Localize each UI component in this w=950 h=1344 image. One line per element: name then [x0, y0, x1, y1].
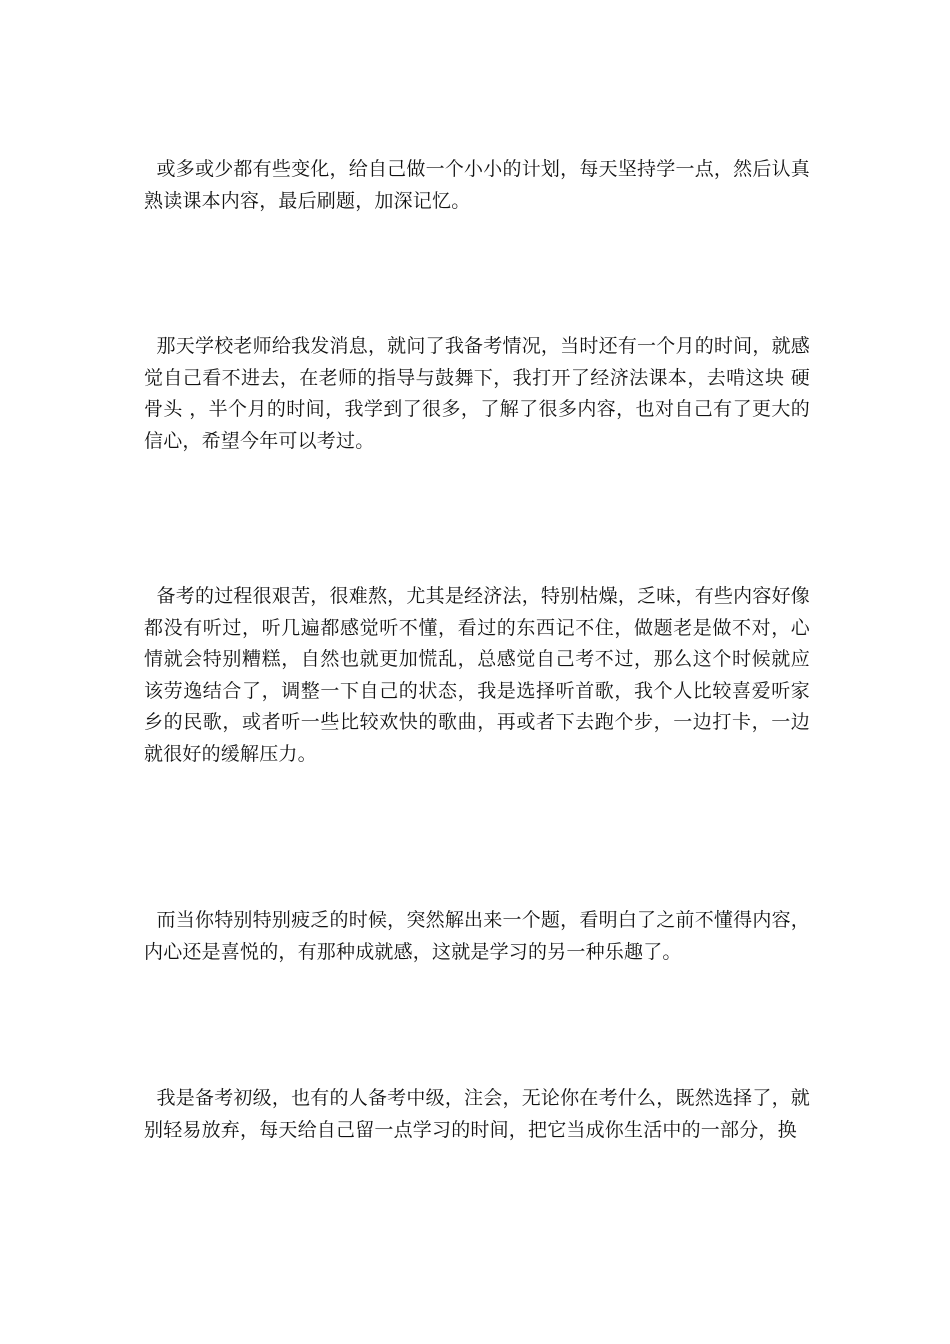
paragraph-4: 而当你特别特别疲乏的时候，突然解出来一个题，看明白了之前不懂得内容，内心还是喜悦的，有那种成就感，这就是学习的另一种乐趣了。	[144, 909, 810, 963]
paragraph-1: 或多或少都有些变化，给自己做一个小小的计划，每天坚持学一点，然后认真熟读课本内容，最后刷题，加深记忆。	[144, 158, 810, 212]
paragraph-5: 我是备考初级，也有的人备考中级，注会，无论你在考什么，既然选择了，就别轻易放弃，每天给自己留一点学习的时间，把它当成你生活中的一部分，换	[144, 1087, 810, 1141]
paragraph-3: 备考的过程很艰苦，很难熬，尤其是经济法，特别枯燥，乏味，有些内容好像都没有听过，听几遍都感觉听不懂，看过的东西记不住，做题老是做不对，心情就会特别糟糕，自然也就更加慌乱，总感觉自己考不过，那么这个时候就应该劳逸结合了，调整一下自己的状态，我是选择听首歌，我个人比较喜爱听家乡的民歌，或者听一些比较欢快的歌曲，再或者下去跑个步，一边打卡，一边就很好的缓解压力。	[144, 585, 810, 765]
paragraph-2: 那天学校老师给我发消息，就问了我备考情况，当时还有一个月的时间，就感觉自己看不进去，在老师的指导与鼓舞下，我打开了经济法课本，去啃这块 硬骨头 ，半个月的时间，我学到了很多，了解了很多内容，也对自己有了更大的信心，希望今年可以考过。	[144, 335, 810, 452]
